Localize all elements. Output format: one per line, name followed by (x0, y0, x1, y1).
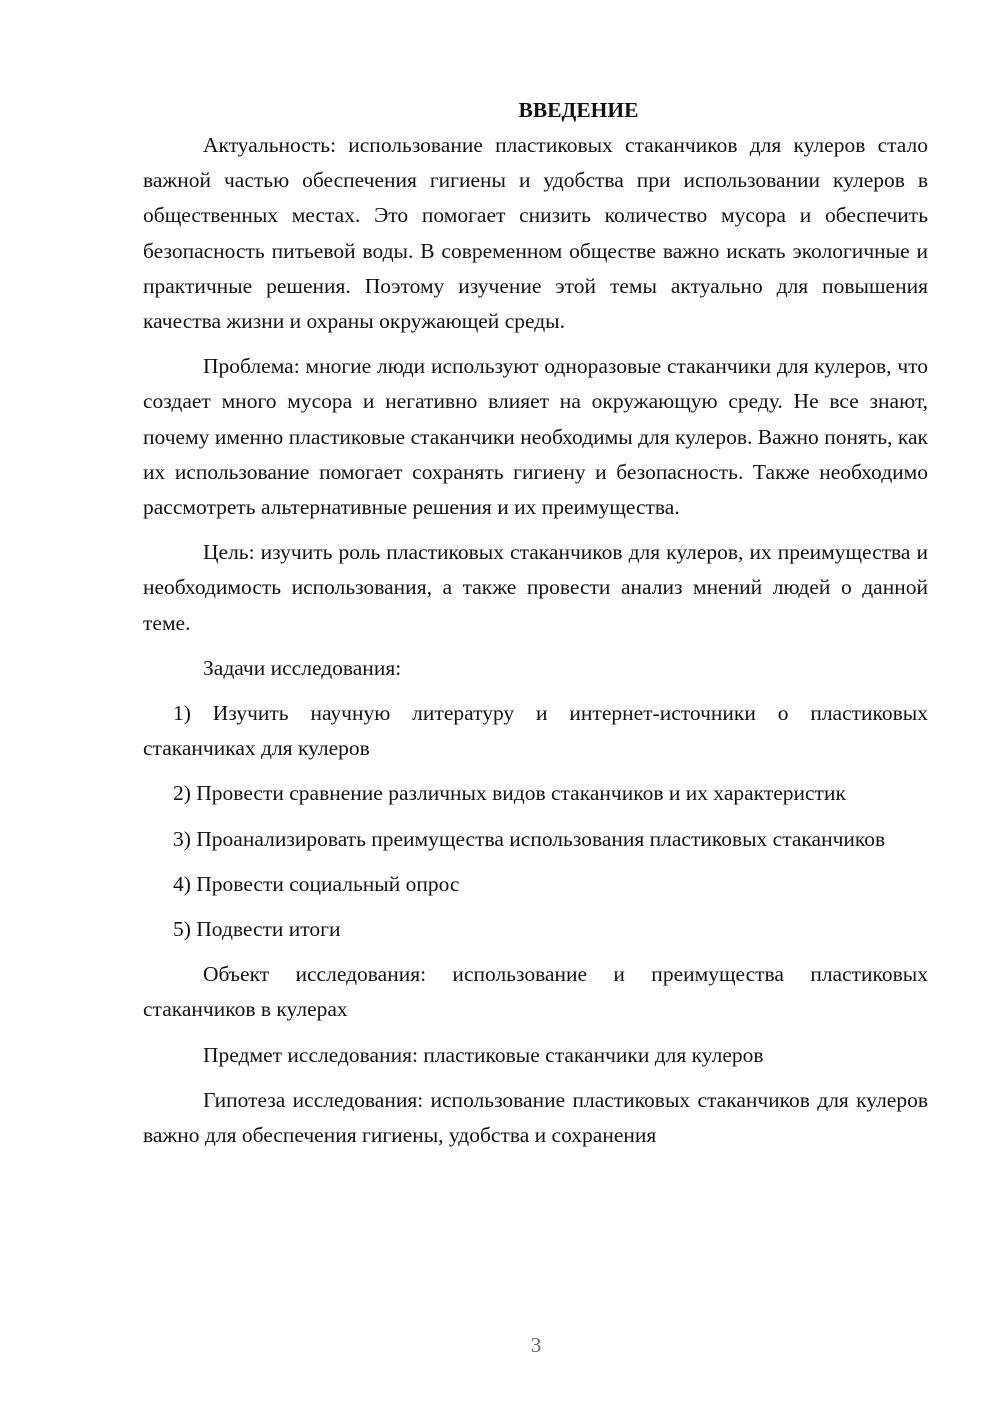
task-item: 3) Проанализировать преимущества использования пластиковых стаканчиков (173, 826, 886, 851)
tasks-heading: Задачи исследования: (203, 655, 402, 680)
paragraph-object: Объект исследования: использование и преимущества пластиковых стаканчиков в кулерах (143, 962, 928, 1022)
task-item: 2) Провести сравнение различных видов стаканчиков и их характеристик (173, 781, 846, 806)
task-item: 5) Подвести итоги (173, 917, 341, 942)
paragraph-subject: Предмет исследования: пластиковые стаканчики для кулеров (203, 1042, 764, 1067)
paragraph-relevance: Актуальность: использование пластиковых стаканчиков для кулеров стало важной частью обеспечения гигиены и удобства при использовании кулеров в общественных местах. Это помогает снизить количество мусора и обеспечить безопасность питьевой воды. В современном обществе важно искать экологичные и практичные решения. Поэтому изучение этой темы актуально для повышения качества жизни и охраны окружающей среды. (143, 133, 928, 334)
paragraph-goal: Цель: изучить роль пластиковых стаканчиков для кулеров, их преимущества и необходимость использования, а также провести анализ мнений людей о данной теме. (143, 540, 928, 635)
task-item: 4) Провести социальный опрос (173, 871, 460, 896)
paragraph-hypothesis: Гипотеза исследования: использование пластиковых стаканчиков для кулеров важно для обеспечения гигиены, удобства и сохранения (143, 1087, 928, 1148)
document-body (143, 92, 928, 1153)
paragraph-problem: Проблема: многие люди используют одноразовые стаканчики для кулеров, что создает много мусора и негативно влияет на окружающую среду. Не все знают, почему именно пластиковые стаканчики необходимы для кулеров. Важно понять, как их использование помогает сохранять гигиену и безопасность. Также необходимо рассмотреть альтернативные решения и их преимущества. (143, 354, 928, 520)
page-number: 3 (530, 1333, 542, 1357)
page-title: ВВЕДЕНИЕ (518, 98, 639, 122)
task-item: 1) Изучить научную литературу и интернет-источники о пластиковых стаканчиках для кулеров (143, 701, 928, 761)
